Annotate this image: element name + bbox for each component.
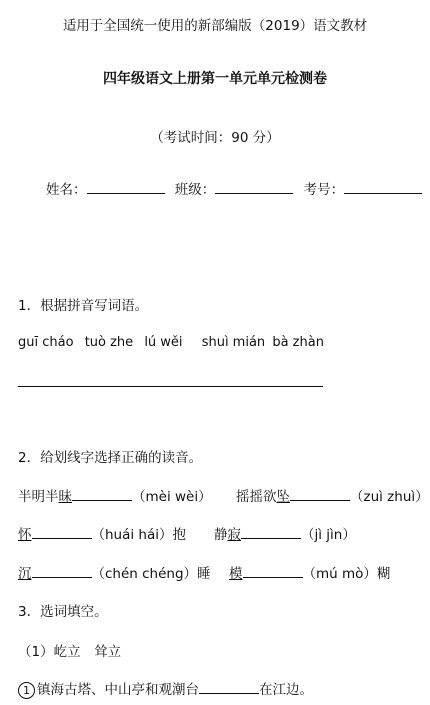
item-text: 半明半 — [18, 489, 59, 505]
options-text: （jì jìn） — [301, 527, 356, 543]
underlined-char: 怀 — [18, 527, 32, 543]
underlined-char: 寂 — [227, 527, 241, 543]
options-text: （mú mò）糊 — [302, 566, 391, 582]
answer-line[interactable] — [18, 386, 323, 387]
underlined-char: 坠 — [276, 489, 290, 505]
item-text: 摇摇欲 — [236, 489, 277, 505]
reading-item-6 — [229, 562, 390, 582]
exam-number-field[interactable] — [344, 180, 422, 194]
answer-blank[interactable] — [243, 564, 303, 578]
options-text: （huái hái）抱 — [91, 527, 187, 543]
underlined-char: 昧 — [58, 489, 72, 505]
answer-blank[interactable] — [72, 487, 132, 501]
pinyin-1: guī cháo — [18, 335, 74, 350]
underlined-char: 沉 — [18, 566, 32, 582]
underlined-char: 模 — [229, 566, 243, 582]
question-1-prompt: 1．根据拼音写词语。 — [18, 298, 149, 314]
student-info-row — [46, 178, 422, 198]
class-field[interactable] — [215, 180, 293, 194]
question-3-sentence — [18, 678, 313, 699]
options-text: （zuì zhuì） — [350, 489, 429, 505]
name-label: 姓名： — [46, 182, 87, 198]
pinyin-3: lú wěi — [144, 335, 183, 350]
pinyin-5: bà zhàn — [272, 335, 324, 350]
class-label: 班级： — [174, 182, 216, 198]
exam-time: （考试时间：90 分） — [150, 130, 280, 146]
answer-blank[interactable] — [32, 525, 92, 539]
name-field[interactable] — [87, 180, 165, 194]
reading-item-4 — [214, 523, 356, 543]
reading-item-1 — [18, 485, 212, 505]
exam-number-label: 考号： — [303, 182, 345, 198]
options-text: （mèi wèi） — [132, 489, 212, 505]
pinyin-4: shuì mián — [201, 335, 266, 350]
circled-number-icon: 1 — [18, 682, 35, 699]
page-title: 四年级语文上册第一单元单元检测卷 — [103, 71, 327, 87]
answer-blank[interactable] — [241, 525, 301, 539]
answer-blank[interactable] — [290, 487, 350, 501]
reading-item-2 — [236, 485, 429, 505]
applicability-note: 适用于全国统一使用的新部编版（2019）语文教材 — [62, 18, 368, 34]
sentence-end: 在江边。 — [259, 682, 313, 698]
reading-item-5 — [18, 562, 211, 582]
answer-blank[interactable] — [32, 564, 92, 578]
question-3-prompt: 3．选词填空。 — [18, 604, 108, 620]
answer-blank[interactable] — [199, 680, 259, 694]
question-2-prompt: 2．给划线字选择正确的读音。 — [18, 450, 203, 466]
options-text: （chén chéng）睡 — [91, 566, 211, 582]
item-text: 静 — [214, 527, 228, 543]
question-3-subpart: （1）屹立 耸立 — [18, 644, 122, 660]
reading-item-3 — [18, 523, 186, 543]
pinyin-2: tuò zhe — [84, 335, 134, 350]
sentence-start: 镇海古塔、中山亭和观潮台 — [37, 682, 199, 698]
pinyin-row — [18, 335, 331, 350]
